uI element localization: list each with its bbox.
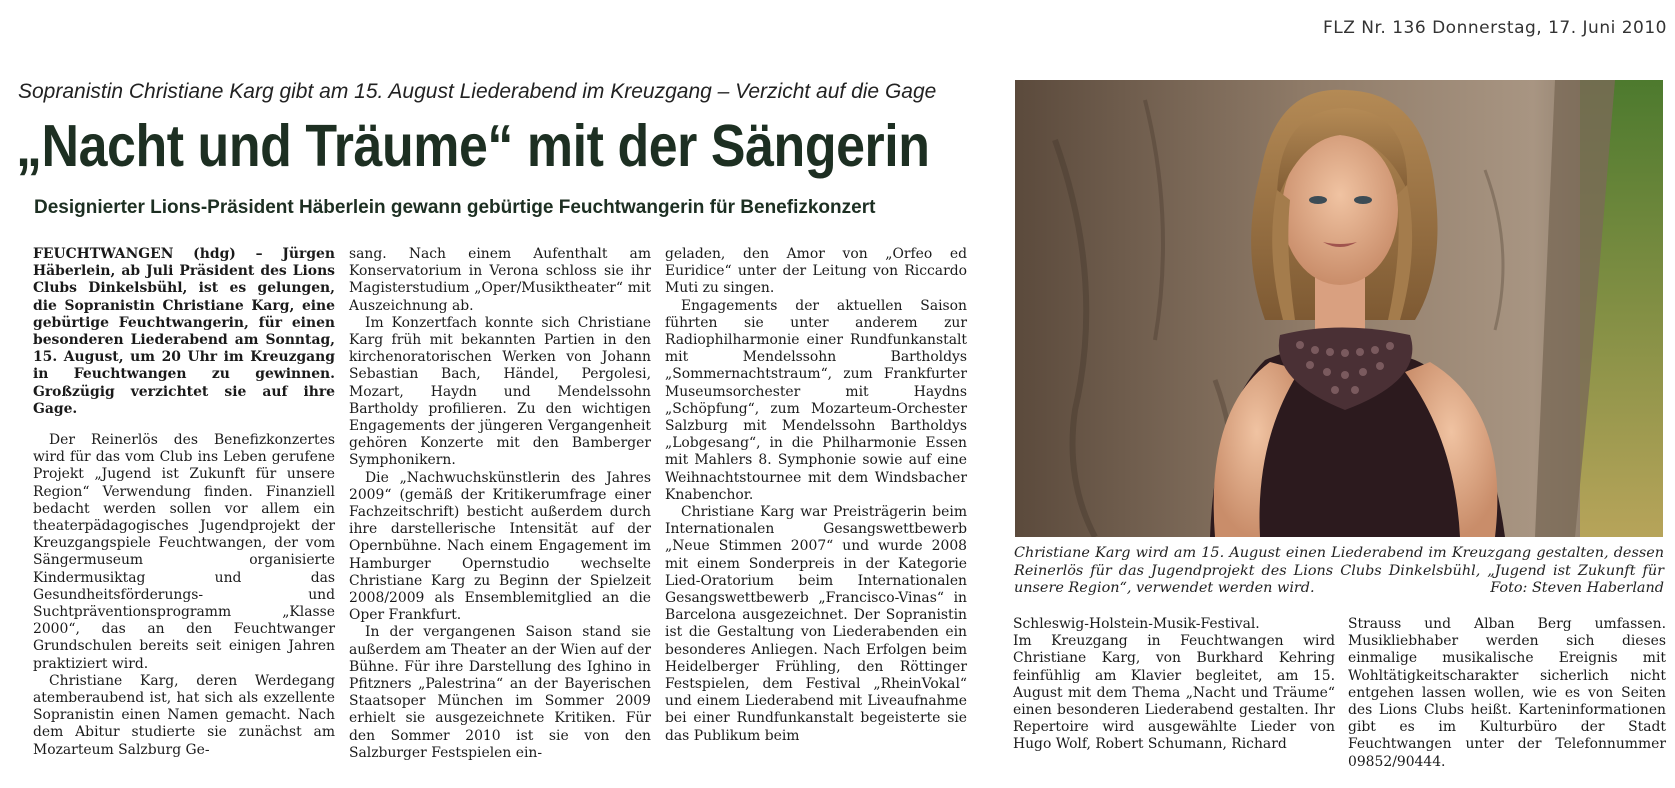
article-column-4 bbox=[1013, 616, 1335, 754]
kicker-line: Sopranistin Christiane Karg gibt am 15. August Liederabend im Kreuzgang – Verzicht auf die Gage bbox=[18, 80, 937, 103]
paragraph: Im Konzertfach konnte sich Christiane Karg früh mit bekannten Partien in den kirchenoratorischen Werken von Johann Sebastian Bach, Händel, Pergolesi, Mozart, Haydn und Mendelssohn Bartholdy profilieren. Zu den wichtigen Engagements der jüngeren Vergangenheit gehören Konzerte mit den Bamberger Symphonikern. bbox=[349, 314, 651, 469]
paragraph: Christiane Karg, deren Werdegang atemberaubend ist, hat sich als exzellente Sopranistin einen Namen gemacht. Nach dem Abitur studierte sie zunächst am Mozarteum Salzburg Ge- bbox=[33, 672, 335, 758]
paragraph: Christiane Karg war Preisträgerin beim Internationalen Gesangswettbewerb „Neue Stimmen 2007“ und wurde 2008 mit einem Sonderpreis in der Kategorie Lied-Oratorium beim Internationalen Gesangswettbewerb „Francisco-Vinas“ in Barcelona ausgezeichnet. Der Sopranistin ist die Gestaltung von Liederabenden ein besonderes Anliegen. Nach Erfolgen beim Heidelberger Frühling, den Röttinger Festspielen, dem Festival „RheinVokal“ und einem Liederabend mit Liveaufnahme bei einer Rundfunkanstalt begeisterte sie das Publikum beim bbox=[665, 504, 967, 744]
paragraph: Engagements der aktuellen Saison führten sie unter anderem zur Radiophilharmonie einer Rundfunkanstalt mit Mendelssohn Bartholdys „Sommernachtstraum“, zum Frankfurter Museumsorchester mit Haydns „Schöpfung“, zum Mozarteum-Orchester Salzburg mit Mendelssohn Bartholdys „Lobgesang“, in die Philharmonie Essen mit Mahlers 8. Symphonie sowie auf eine Weihnachtstournee mit dem Windsbacher Knabenchor. bbox=[665, 297, 967, 503]
portrait-photo bbox=[1015, 80, 1663, 537]
photo-caption bbox=[1014, 545, 1664, 598]
paragraph: geladen, den Amor von „Orfeo ed Euridice“ unter der Leitung von Riccardo Muti zu singen. bbox=[665, 246, 967, 297]
subheadline: Designierter Lions-Präsident Häberlein gewann gebürtige Feuchtwangerin für Benefizkonzert bbox=[34, 197, 876, 218]
article-column-3 bbox=[665, 246, 967, 745]
paragraph: Der Reinerlös des Benefizkonzertes wird für das vom Club ins Leben gerufene Projekt „Jugend ist Zukunft für unsere Region“ Verwendung finden. Finanziell bedacht werden sollen vor allem ein theaterpädagogisches Jugendprojekt der Kreuzgangspiele Feuchtwangen, der vom Sängermuseum organisierte Kindermusiktag und das Gesundheitsförderungs- und Suchtpräventionsprogramm „Klasse 2000“, das an den Feuchtwanger Grundschulen bereits seit einigen Jahren praktiziert wird. bbox=[33, 432, 335, 672]
lead-paragraph: FEUCHTWANGEN (hdg) – Jürgen Häberlein, ab Juli Präsident des Lions Clubs Dinkelsbühl, ist es gelungen, die Sopranistin Christiane Karg, eine gebürtige Feuchtwangerin, für einen besonderen Liederabend am Sonntag, 15. August, um 20 Uhr im Kreuzgang in Feuchtwangen zu gewinnen. Großzügig verzichtet sie auf ihre Gage. bbox=[33, 246, 335, 417]
paragraph: In der vergangenen Saison stand sie außerdem am Theater an der Wien auf der Bühne. Für ihre Darstellung des Ighino in Pfitzners „Palestrina“ an der Bayerischen Staatsoper München im Sommer 2009 erhielt sie ausgezeichnete Kritiken. Für den Sommer 2010 ist sie von den Salzburger Festspielen ein- bbox=[349, 624, 651, 761]
paragraph: sang. Nach einem Aufenthalt am Konservatorium in Verona schloss sie ihr Magisterstudium „Oper/Musiktheater“ mit Auszeichnung ab. bbox=[349, 246, 651, 314]
article-column-5 bbox=[1348, 616, 1666, 771]
paragraph: Im Kreuzgang in Feuchtwangen wird Christiane Karg, von Burkhard Kehring feinfühlig am Klavier begleitet, am 15. August mit dem Thema „Nacht und Träume“ einen besonderen Liederabend gestalten. Ihr Repertoire wird ausgewählte Lieder von Hugo Wolf, Robert Schumann, Richard bbox=[1013, 633, 1335, 753]
photo-credit: Foto: Steven Haberland bbox=[1490, 580, 1664, 596]
masthead: FLZ Nr. 136 Donnerstag, 17. Juni 2010 bbox=[1322, 18, 1667, 38]
article-column-1 bbox=[33, 246, 335, 759]
paragraph: Strauss und Alban Berg umfassen. Musikliebhaber werden sich dieses einmalige musikalische Ereignis mit Wohltätigkeitscharakter sicherlich nicht entgehen lassen wollen, wie es von Seiten des Lions Clubs heißt. Karteninformationen gibt es im Kulturbüro der Stadt Feuchtwangen unter der Telefonnummer 09852/90444. bbox=[1348, 616, 1666, 770]
paragraph: Schleswig-Holstein-Musik-Festival. bbox=[1013, 616, 1260, 632]
headline: „Nacht und Träume“ mit der Sängerin bbox=[16, 113, 930, 179]
paragraph: Die „Nachwuchskünstlerin des Jahres 2009“ (gemäß der Kritikerumfrage einer Fachzeitschrift) besticht außerdem durch ihre darstellerische Intensität auf der Opernbühne. Nach einem Engagement im Hamburger Opernstudio wechselte Christiane Karg zu Beginn der Spielzeit 2008/2009 als Ensemblemitglied an die Oper Frankfurt. bbox=[349, 469, 651, 624]
article-column-2 bbox=[349, 246, 651, 762]
caption-text: Christiane Karg wird am 15. August einen Liederabend im Kreuzgang gestalten, dessen Reinerlös für das Jugendprojekt des Lions Clubs Dinkelsbühl, „Jugend ist Zukunft für unsere Region“, verwendet werden wird. bbox=[1014, 545, 1664, 596]
